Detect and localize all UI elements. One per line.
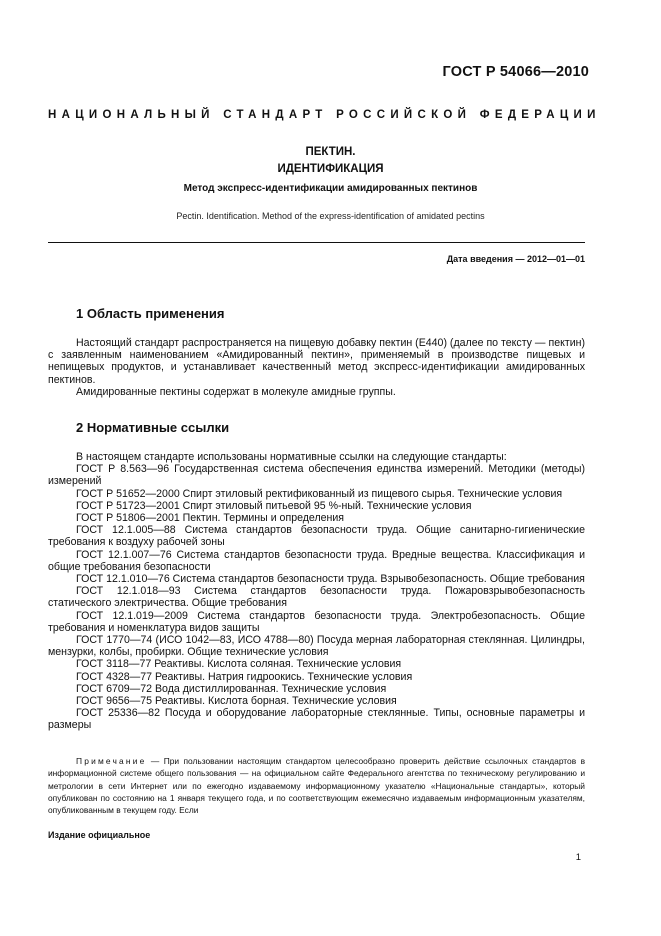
reference-item: ГОСТ 9656—75 Реактивы. Кислота борная. Технические условия: [76, 695, 397, 708]
reference-item: ГОСТ 6709—72 Вода дистиллированная. Технические условия: [76, 682, 387, 695]
english-title: Pectin. Identification. Method of the express-identification of amidated pectins: [176, 211, 485, 221]
standard-number: ГОСТ Р 54066—2010: [442, 64, 589, 80]
page-number: 1: [575, 852, 581, 863]
document-subtitle: Метод экспресс-идентификации амидированных пектинов: [183, 183, 478, 194]
national-standard-banner: НАЦИОНАЛЬНЫЙ СТАНДАРТ РОССИЙСКОЙ ФЕДЕРАЦИИ: [48, 109, 601, 121]
official-edition-label: Издание официальное: [48, 830, 151, 840]
reference-item: ГОСТ Р 51723—2001 Спирт этиловый питьевой 95 %-ный. Технические условия: [76, 499, 472, 512]
introduction-date: Дата введения — 2012—01—01: [446, 254, 585, 264]
reference-item: ГОСТ 12.1.005—88 Система стандартов безопасности труда. Общие санитарно-гигиенические требования к воздуху рабочей зоны: [48, 524, 585, 549]
note-label: Примечание: [76, 756, 147, 766]
reference-item: ГОСТ Р 8.563—96 Государственная система обеспечения единства измерений. Методики (методы) измерений: [48, 463, 585, 488]
title-line-2: ИДЕНТИФИКАЦИЯ: [277, 163, 384, 175]
paragraph: Амидированные пектины содержат в молекуле амидные группы.: [76, 385, 396, 398]
document-title: [0, 144, 661, 178]
reference-item: ГОСТ 4328—77 Реактивы. Натрия гидроокись. Технические условия: [76, 670, 413, 683]
reference-item: ГОСТ Р 51652—2000 Спирт этиловый ректификованный из пищевого сырья. Технические условия: [76, 487, 563, 500]
paragraph: В настоящем стандарте использованы нормативные ссылки на следующие стандарты:: [76, 451, 507, 463]
title-line-1: ПЕКТИН.: [305, 146, 356, 158]
reference-item: ГОСТ 12.1.018—93 Система стандартов безопасности труда. Пожаровзрывобезопасность статического электричества. Общие требования: [48, 585, 585, 610]
section-1-body: [48, 337, 585, 398]
section-2-heading: 2 Нормативные ссылки: [76, 420, 230, 435]
note-paragraph: [48, 755, 585, 816]
paragraph: Настоящий стандарт распространяется на пищевую добавку пектин (Е440) (далее по тексту — пектин) с заявленным наименованием «Амидированный пектин», применяемый в производстве пищевых и непищевых продуктов, и устанавливает качественный метод экспресс-идентификации амидированных пектинов.: [48, 337, 585, 386]
note-text: — При пользовании настоящим стандартом целесообразно проверить действие ссылочных стандартов в информационной системе общего пользования — на официальном сайте Федерального агентства по техническому регулированию и метрологии в сети Интернет или по ежегодно издаваемому информационному указателю «Национальные стандарты», который опубликован по состоянию на 1 января текущего года, и по соответствующим ежемесячно издаваемым информационным указателям, опубликованным в текущем году. Если: [48, 756, 586, 816]
reference-item: ГОСТ 25336—82 Посуда и оборудование лабораторные стеклянные. Типы, основные параметры и размеры: [48, 707, 585, 732]
section-1-heading: 1 Область применения: [76, 306, 225, 321]
reference-item: ГОСТ Р 51806—2001 Пектин. Термины и определения: [76, 512, 345, 525]
reference-item: ГОСТ 3118—77 Реактивы. Кислота соляная. Технические условия: [76, 658, 402, 671]
reference-item: ГОСТ 12.1.007—76 Система стандартов безопасности труда. Вредные вещества. Классификация и общие требования безопасности: [48, 548, 585, 573]
section-2-body: [48, 451, 585, 732]
reference-item: ГОСТ 12.1.010—76 Система стандартов безопасности труда. Взрывобезопасность. Общие требования: [76, 573, 585, 586]
reference-item: ГОСТ 1770—74 (ИСО 1042—83, ИСО 4788—80) Посуда мерная лабораторная стеклянная. Цилиндры, мензурки, колбы, пробирки. Общие технические условия: [48, 634, 585, 659]
header-divider: [48, 242, 585, 243]
reference-item: ГОСТ 12.1.019—2009 Система стандартов безопасности труда. Электробезопасность. Общие требования и номенклатура видов защиты: [48, 609, 585, 634]
